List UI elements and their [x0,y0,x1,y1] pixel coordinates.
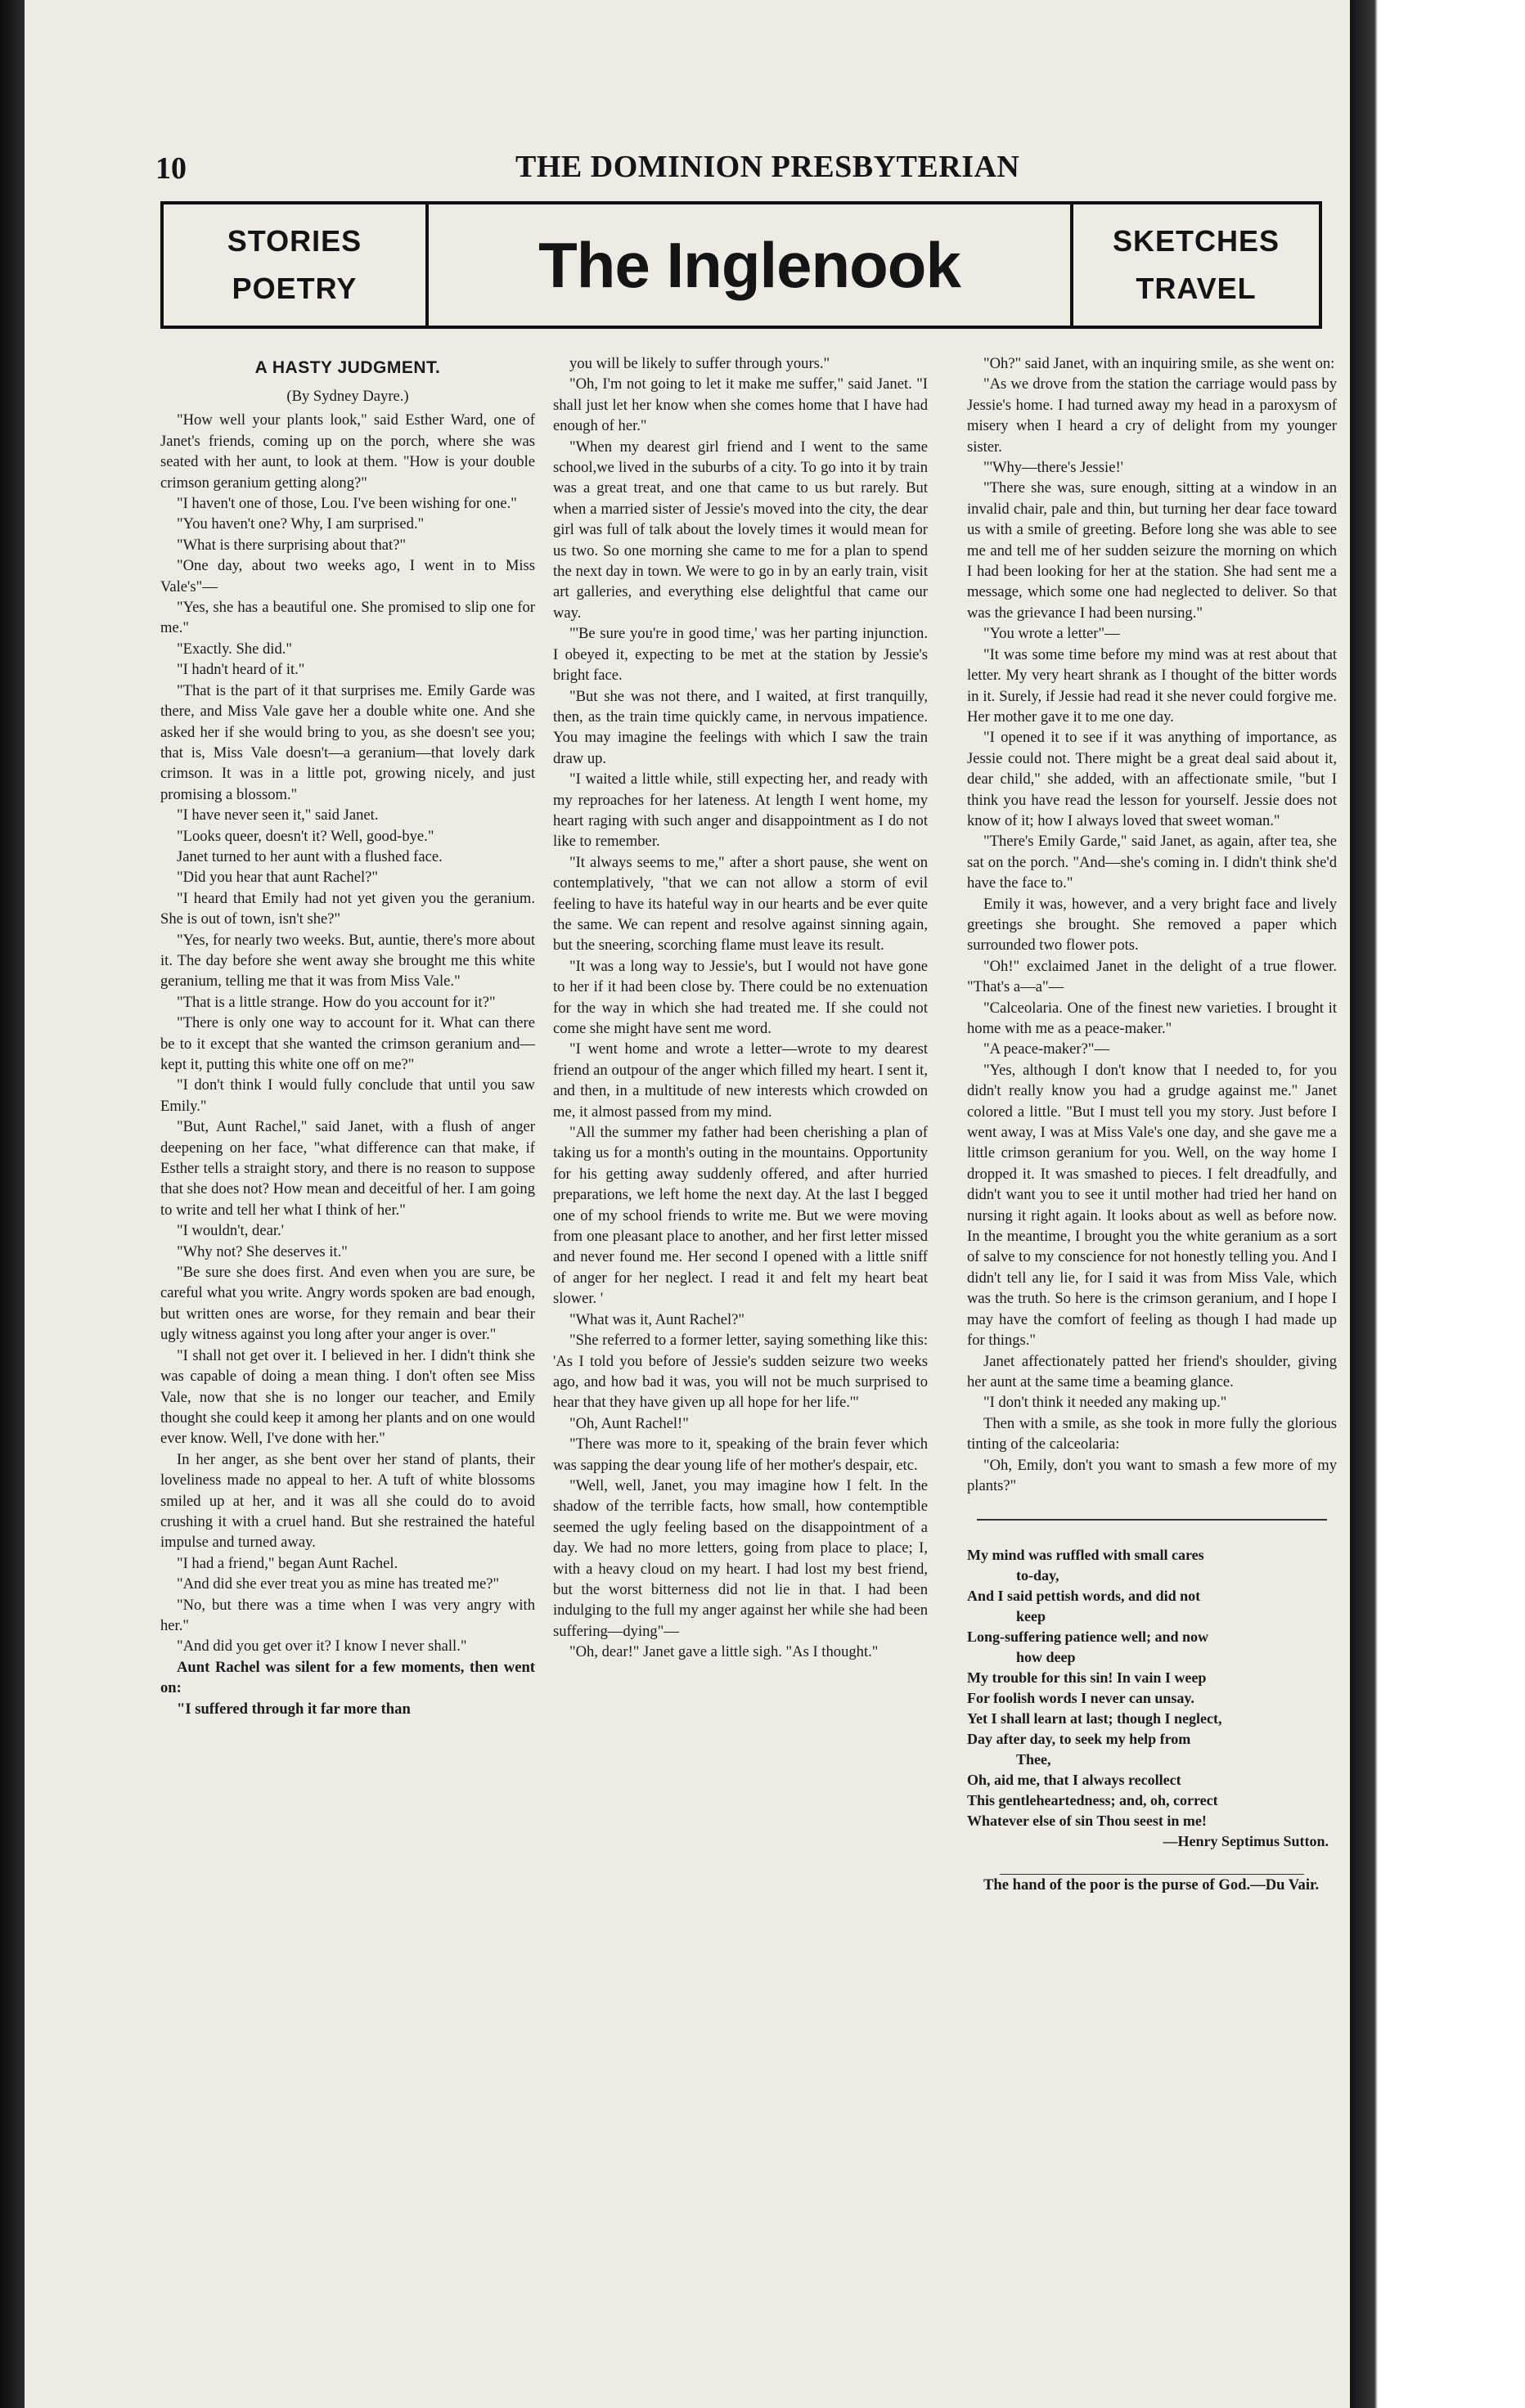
paragraph: In her anger, as she bent over her stand of plants, their loveliness made no appeal to her. A tuft of white blossoms smiled up at her, and it was all she could do to avoid crushing it with a cruel hand. But she restrained the hateful impulse and turned away. [160,1450,535,1552]
paragraph: "Oh, dear!" Janet gave a little sigh. "As I thought." [569,1643,879,1661]
closing-quote: The hand of the poor is the purse of God.—Du Vair. [983,1876,1320,1894]
paragraph: "All the summer my father had been cherishing a plan of taking us for a month's outing in the mountains. Opportunity for his getting away suddenly offered, and after hurried preparations, we left home the next day. At the last I begged one of my school friends to write me. But we were moving from one pleasant place to another, and her first letter missed and never found me. Her second I opened with a little sniff of anger for her neglect. I read it and felt my heart beat slower. ' [553,1124,928,1308]
column-divider-rule [977,1519,1327,1521]
column-3-body [967,353,1337,1496]
paragraph: "There she was, sure enough, sitting at a window in an invalid chair, pale and thin, but turning her dear face toward us with a smile of greeting. Before long she was able to see me and tell me of her sudden seizure the morning on which I had been looking for her at the station. She had sent me a message, which some one had neglected to deliver. So that was the grievance I had been nursing." [967,479,1337,622]
paragraph: "That is a little strange. How do you account for it?" [177,993,496,1011]
poem-line: For foolish words I never can unsay. [967,1690,1194,1707]
poem-line: Whatever else of sin Thou seest in me! [967,1813,1207,1830]
poem-line: Long-suffering patience well; and now [967,1629,1209,1646]
paragraph: "I have never seen it," said Janet. [177,806,379,824]
paragraph: "Exactly. She did." [177,640,293,658]
column-2-body [553,353,928,1663]
paragraph: "That is the part of it that surprises me. Emily Garde was there, and Miss Vale gave her a double white one. And she asked her if she would bring to you, as she doesn't see you; that is, Miss Vale doesn't—a geranium—that lovely dark crimson. It was in a little pot, growing nicely, and just promising a blossom." [160,681,535,803]
article-column-2 [553,353,928,1663]
scan-left-edge [0,0,25,2408]
paragraph: "It always seems to me," after a short pause, she went on contemplatively, "that we can not allow a storm of evil feeling to have its hateful way in our hearts and be ever quite the same. We can repent and resolve against sinning again, but the sneering, scorching flame must leave its result. [553,853,928,955]
paragraph: "But, Aunt Rachel," said Janet, with a flush of anger deepening on her face, "what difference can that make, if Esther tells a straight story, and there is no reason to suppose that she does not? How mean and deceitful of her. I am going to write and tell her what I think of her." [160,1118,535,1219]
paragraph: "I heard that Emily had not yet given you the geranium. She is out of town, isn't she?" [160,889,535,928]
paragraph: "I opened it to see if it was anything of importance, as Jessie could not. There might be a great deal said about it, dear child," she added, with an affectionate smile, "but I think you have read the lesson for yourself. Jessie does not know of it; how I always loved that sweet woman." [967,729,1337,829]
article-title: A HASTY JUDGMENT. [254,358,441,377]
scan-right-edge [1350,0,1525,2408]
paragraph: "What is there surprising about that?" [177,536,407,554]
paragraph: "I don't think it needed any making up." [983,1394,1227,1412]
paragraph: "Why not? She deserves it." [177,1242,348,1260]
paragraph: "I haven't one of those, Lou. I've been wishing for one." [177,495,517,513]
paragraph: "Oh, I'm not going to let it make me suffer," said Janet. "I shall just let her know when she comes home that I have had enough of her." [553,375,928,435]
banner-left-line-1: STORIES [227,224,362,258]
paragraph: "How well your plants look," said Esther Ward, one of Janet's friends, coming up on the porch, where she was seated with her aunt, to look at them. "How is your double crimson geranium getting along?" [160,411,535,492]
paragraph: "I wouldn't, dear.' [177,1222,284,1240]
poem-line: Oh, aid me, that I always recollect [967,1772,1181,1789]
paragraph: "She referred to a former letter, saying something like this: 'As I told you before of Jessie's sudden seizure two weeks ago, and how bad it was, you will not be much surprised to hear that they have given up all hope for her life.'" [553,1332,928,1412]
paragraph: "I hadn't heard of it." [177,661,305,679]
banner-left-line-2: POETRY [232,272,358,305]
column-1-body [160,410,535,1656]
banner-right-line-1: SKETCHES [1112,224,1280,258]
paragraph: "Be sure she does first. And even when you are sure, be careful what you write. Angry words spoken are bad enough, but written ones are worse, for they remain and bear their ugly witness against you long after your anger is over." [160,1264,535,1344]
poem-line: And I said pettish words, and did not [967,1588,1201,1605]
paragraph: "I suffered through it far more than [177,1700,411,1718]
paragraph: "Looks queer, doesn't it? Well, good-bye." [177,827,434,845]
poem-line: keep [1016,1608,1046,1625]
paragraph: Janet turned to her aunt with a flushed face. [177,847,443,865]
paragraph: "There is only one way to account for it. What can there be to it except that she wanted the crimson geranium and—kept it, putting this white one off on me?" [160,1014,535,1073]
paragraph: "A peace-maker?"— [983,1040,1110,1058]
paragraph: "Yes, she has a beautiful one. She promised to slip one for me." [160,599,535,637]
section-banner [160,201,1322,329]
paragraph: "There was more to it, speaking of the brain fever which was sapping the dear young life of her mother's despair, etc. [553,1435,928,1474]
section-title: The Inglenook [538,228,960,301]
banner-right-line-2: TRAVEL [1136,272,1257,305]
paragraph: "It was some time before my mind was at rest about that letter. My very heart shrank as I thought of the bitter words in it. Surely, if Jessie had read it she never could forgive me. Her mother gave it to me one day. [967,645,1337,726]
paragraph: "'Why—there's Jessie!' [983,459,1123,477]
page-number: 10 [155,151,187,186]
paragraph: "Oh, Aunt Rachel!" [569,1414,689,1432]
poem-line: to-day, [1016,1567,1059,1584]
paragraph: you will be likely to suffer through yours." [569,355,830,372]
poem-line: Day after day, to seek my help from [967,1731,1191,1748]
poem-line: Yet I shall learn at last; though I neglect, [967,1710,1222,1727]
poem-line: Thee, [1016,1751,1051,1768]
paragraph: "Well, well, Janet, you may imagine how I felt. In the shadow of the terrible facts, how small, how contemptible seemed the ugly feeling based on the disappointment of a day. We had no more letters, going from place to place; I, with a heavy cloud on my heart. I had lost my best friend, but the worst bitterness did not lie in that. I had been indulging to the full my anger against her while she had been suffering—dying"— [553,1476,928,1640]
paragraph: Emily it was, however, and a very bright face and lively greetings she brought. She removed a paper which surrounded two flower pots. [967,895,1337,955]
article-column-1 [160,353,535,1719]
running-head: THE DOMINION PRESBYTERIAN [515,150,1020,184]
paragraph: "Oh?" said Janet, with an inquiring smile, as she went on: [983,355,1335,372]
paragraph: Aunt Rachel was silent for a few moments, then went on: [160,1658,535,1697]
paragraph: "But she was not there, and I waited, at first tranquilly, then, as the train time quickly came, in nervous impatience. You may imagine the feelings with which I saw the train draw up. [553,687,928,767]
paragraph: "One day, about two weeks ago, I went in to Miss Vale's"— [160,557,535,595]
poem-line: My mind was ruffled with small cares [967,1547,1204,1564]
paragraph: "When my dearest girl friend and I went to the same school,we lived in the suburbs of a city. To go into it by train was a great treat, and one that came to us but rarely. But when a married sister of Jessie's moved into the city, the dear girl was full of talk about the lovely times it would mean for us two. So one morning she came to me for a plan to spend the next day in town. We were to go in by an early train, visit art galleries, and everything else delightful that came our way. [553,438,928,622]
paragraph: "Did you hear that aunt Rachel?" [177,869,378,887]
banner-left-box [164,204,429,326]
paragraph: "I don't think I would fully conclude that until you saw Emily." [160,1076,535,1115]
paragraph: "I had a friend," began Aunt Rachel. [177,1554,398,1572]
paragraph: "And did you get over it? I know I never shall." [177,1638,467,1656]
poem [967,1545,1337,1831]
poem-line: My trouble for this sin! In vain I weep [967,1669,1207,1687]
paragraph: "What was it, Aunt Rachel?" [569,1310,745,1328]
paragraph: "No, but there was a time when I was very angry with her." [160,1596,535,1634]
paragraph: "Calceolaria. One of the finest new varieties. I brought it home with me as a peace-maker." [967,999,1337,1037]
paragraph: "As we drove from the station the carriage would pass by Jessie's home. I had turned away my head in a paroxysm of misery when I heard a cry of delight from my younger sister. [967,375,1337,456]
paragraph: "I went home and wrote a letter—wrote to my dearest friend an outpour of the anger which filled my heart. I sent it, and then, in a multitude of new interests which crowded on me, it almost passed from my mind. [553,1040,928,1121]
paragraph: "There's Emily Garde," said Janet, as again, after tea, she sat on the porch. "And—she's coming in. I didn't think she'd have the face to." [967,833,1337,892]
poem-line: how deep [1016,1649,1076,1666]
paragraph: "Yes, for nearly two weeks. But, auntie, there's more about it. The day before she went away she brought me this white geranium, telling me that it was from Miss Vale." [160,931,535,991]
paragraph: "And did she ever treat you as mine has treated me?" [177,1575,500,1593]
poem-attribution: —Henry Septimus Sutton. [1163,1833,1329,1850]
paragraph: "Oh, Emily, don't you want to smash a few more of my plants?" [967,1456,1337,1494]
paragraph: Janet affectionately patted her friend's shoulder, giving her aunt at the same time a beaming glance. [967,1352,1337,1390]
article-byline: (By Sydney Dayre.) [286,388,409,405]
paragraph: "I waited a little while, still expecting her, and ready with my reproaches for her lateness. At length I went home, my heart raging with such anger and disappointment as I do not like to remember. [553,770,928,851]
article-column-3 [967,353,1337,1896]
banner-right-box [1070,204,1319,326]
paragraph: "I shall not get over it. I believed in her. I didn't think she was capable of doing a mean thing. I don't often see Miss Vale, now that she is no longer our teacher, and Emily thought she could keep it among her plants and on one would ever know. Well, I've done with her." [160,1346,535,1448]
paragraph: "You wrote a letter"— [983,625,1120,643]
paragraph: Then with a smile, as she took in more fully the glorious tinting of the calceolaria: [967,1414,1337,1453]
paragraph: "'Be sure you're in good time,' was her parting injunction. I obeyed it, expecting to be met at the station by Jessie's bright face. [553,625,928,685]
paragraph: "Oh!" exclaimed Janet in the delight of a true flower. "That's a—a"— [967,957,1337,996]
paragraph: "Yes, although I don't know that I needed to, for you didn't really know you had a grudge against me." Janet colored a little. "But I must tell you my story. Just before I went away, I was at Miss Vale's one day, and she gave me a little crimson geranium for you. Well, on the way home I dropped it. It was smashed to pieces. I felt dreadfully, and didn't want you to see it until mother had tried her hand on nursing it right again. It looks about as well as before now. In the meantime, I brought you the white geranium as a sort of salve to my conscience for not honestly telling you. And I didn't tell any lie, for I said it was from Miss Vale, which was the truth. So here is the crimson geranium, and I hope I may have the comfort of feeling as though I had made up for things." [967,1061,1337,1350]
paragraph: "You haven't one? Why, I am surprised." [177,515,425,533]
paragraph: "It was a long way to Jessie's, but I would not have gone to her if it had been close by. There could be no extenuation for the way in which she had treated me. If she could not come she might have sent me word. [553,957,928,1037]
poem-line: This gentleheartedness; and, oh, correct [967,1792,1218,1809]
